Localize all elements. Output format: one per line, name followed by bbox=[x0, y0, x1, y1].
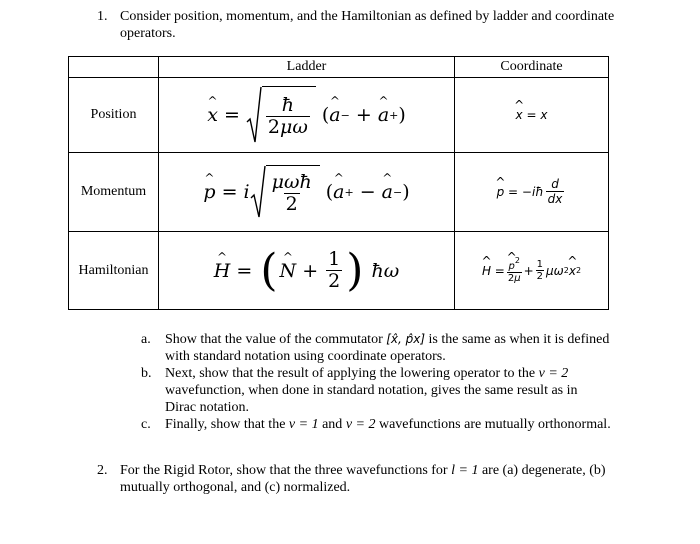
table-row-position bbox=[69, 78, 609, 153]
commutator-math: [x̂, p̂x] bbox=[386, 332, 426, 346]
part-c bbox=[141, 416, 611, 433]
equation: p ^ = − iħ $\frac{d}{dx}$ bbox=[497, 178, 567, 205]
question-2-text-after: are (a) degenerate, (b) mutually orthogonal, and (c) normalized. bbox=[120, 463, 606, 495]
question-2-text-before: For the Rigid Rotor, show that the three wavefunctions for bbox=[120, 463, 452, 478]
equation: p ^ = i $\frac{\text{μωħ}}{2}$ ( a ^ + − a ^ − ) bbox=[203, 165, 409, 219]
table-header-ladder: Ladder bbox=[159, 57, 455, 78]
sqrt: $\frac{\text{μωħ}}{2}$ bbox=[250, 165, 320, 219]
table-header-coordinate: Coordinate bbox=[455, 57, 609, 78]
radical-sign bbox=[250, 165, 266, 219]
part-text: wavefunctions are mutually orthonormal. bbox=[375, 417, 611, 432]
part-text: Next, show that the result of applying the lowering operator to the bbox=[165, 366, 539, 381]
equation: x ^ = $\frac{ħ}{2\mu\omega}$ ( a ^ − + a ^ + ) bbox=[207, 86, 406, 144]
coordinate-position-formula bbox=[455, 78, 609, 153]
inline-math: v = 2 bbox=[538, 366, 569, 381]
equation: x ^ = x bbox=[516, 108, 548, 122]
question-1 bbox=[97, 8, 617, 42]
part-letter: a. bbox=[141, 332, 151, 347]
row-label-hamiltonian: Hamiltonian bbox=[69, 232, 159, 310]
question-1-number: 1. bbox=[97, 9, 108, 24]
question-1-text: Consider position, momentum, and the Hamiltonian as defined by ladder and coordinate operators. bbox=[120, 9, 615, 41]
question-2-text bbox=[120, 462, 617, 496]
inline-math: v = 1 bbox=[288, 417, 319, 432]
part-letter: b. bbox=[141, 366, 152, 381]
part-text: wavefunction, when done in standard notation, gives the same result as in Dirac notation. bbox=[165, 383, 578, 415]
part-text: Finally, show that the bbox=[165, 417, 289, 432]
part-text: Show that the value of the commutator bbox=[165, 332, 387, 347]
table-row-hamiltonian bbox=[69, 232, 609, 310]
question-2-number: 2. bbox=[97, 463, 108, 478]
equation: H ^ = ( N ^ + $\frac{1}{2}$ ) ħω bbox=[214, 249, 399, 293]
ladder-position-formula bbox=[159, 78, 455, 153]
coordinate-hamiltonian-formula bbox=[455, 232, 609, 310]
ladder-momentum-formula bbox=[159, 153, 455, 232]
part-b bbox=[141, 365, 611, 416]
sqrt: $\frac{ħ}{2\mu\omega}$ bbox=[246, 86, 316, 144]
row-label-position: Position bbox=[69, 78, 159, 153]
table-header-empty bbox=[69, 57, 159, 78]
inline-math: v = 2 bbox=[345, 417, 376, 432]
ladder-hamiltonian-formula bbox=[159, 232, 455, 310]
row-label-momentum: Momentum bbox=[69, 153, 159, 232]
radical-sign bbox=[246, 86, 262, 144]
sub-questions bbox=[141, 331, 611, 433]
inline-math: l = 1 bbox=[451, 463, 479, 478]
part-letter: c. bbox=[141, 417, 151, 432]
part-text: and bbox=[318, 417, 346, 432]
question-2 bbox=[97, 462, 617, 496]
operator-table bbox=[68, 56, 609, 310]
part-a bbox=[141, 331, 611, 365]
coordinate-momentum-formula bbox=[455, 153, 609, 232]
equation: H ^ = $\frac{p \^{}^2}{2\mu}$ + $\frac{1}{2}$ μω 2 x ^ 2 bbox=[482, 257, 581, 284]
table-row-momentum bbox=[69, 153, 609, 232]
part-text: is the same as when it is defined with standard notation using coordinate operators. bbox=[165, 332, 610, 364]
